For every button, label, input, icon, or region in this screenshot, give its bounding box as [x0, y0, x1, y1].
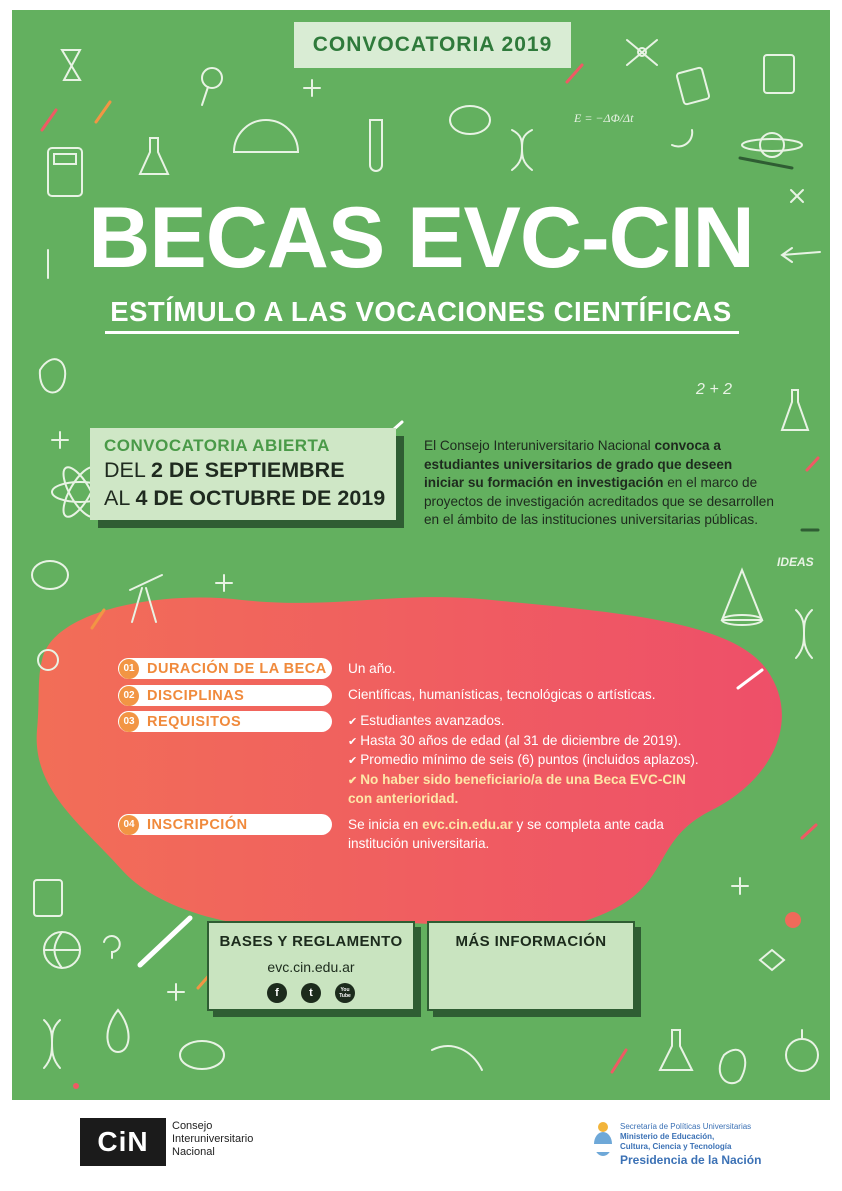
section-duracion-value: Un año. — [348, 661, 396, 676]
intro-paragraph — [424, 437, 774, 530]
main-title: BECAS EVC-CIN — [88, 190, 754, 286]
section-inscripcion-value — [348, 816, 693, 853]
section-label: DISCIPLINAS — [147, 687, 245, 704]
poster — [12, 10, 830, 1100]
check-icon: ✔ — [348, 716, 358, 728]
dates-line1-prefix: DEL — [104, 458, 151, 482]
cin-logo: CiN — [80, 1118, 166, 1166]
subtitle: ESTÍMULO A LAS VOCACIONES CIENTÍFICAS — [110, 296, 732, 327]
requisito-text: No haber sido beneficiario/a de una Beca EVC-CIN con anterioridad. — [348, 771, 686, 807]
requisito-text: Hasta 30 años de edad (al 31 de diciembre de 2019). — [360, 732, 682, 748]
dates-line2-prefix: AL — [104, 486, 136, 510]
science-doodles — [12, 10, 830, 1100]
ideas-doodle: IDEAS — [777, 555, 814, 569]
math-doodle: 2 + 2 — [696, 381, 733, 398]
facebook-icon[interactable]: f — [267, 983, 287, 1003]
convocatoria-tag: CONVOCATORIA 2019 — [294, 22, 571, 68]
section-label: REQUISITOS — [147, 713, 242, 730]
formula-doodle: E = −ΔΦ/Δt — [574, 111, 634, 125]
requisito-item — [348, 732, 708, 752]
section-requisitos-label — [118, 711, 332, 732]
bases-title: BASES Y REGLAMENTO — [219, 933, 403, 950]
nation-line: Presidencia de la Nación — [620, 1153, 762, 1167]
section-number: 03 — [119, 712, 139, 732]
info-title: MÁS INFORMACIÓN — [455, 933, 607, 950]
cin-name-line: Interuniversitario — [172, 1133, 254, 1145]
requisito-item-highlight — [348, 771, 693, 809]
dates-line-2 — [104, 484, 396, 512]
nation-line: Secretaría de Políticas Universitarias — [620, 1122, 752, 1131]
bases-url[interactable]: evc.cin.edu.ar — [267, 959, 355, 975]
section-disciplinas-label — [118, 685, 332, 706]
section-label: INSCRIPCIÓN — [147, 816, 248, 833]
national-shield-icon — [592, 1120, 614, 1160]
section-disciplinas-value: Científicas, humanísticas, tecnológicas o artísticas. — [348, 687, 656, 702]
section-number: 01 — [119, 659, 139, 679]
dates-line2-bold: 4 DE OCTUBRE DE 2019 — [135, 486, 386, 510]
requisito-text: Estudiantes avanzados. — [360, 713, 505, 728]
intro-part-1: El Consejo Interuniversitario Nacional — [424, 438, 655, 453]
section-duracion-label — [118, 658, 332, 679]
cin-name-line: Consejo — [172, 1120, 213, 1132]
social-icons — [209, 983, 413, 1003]
inscripcion-post: y se completa ante cada institución universitaria. — [348, 817, 664, 851]
bases-card — [207, 921, 415, 1011]
check-icon: ✔ — [348, 774, 358, 787]
section-requisitos-list — [348, 712, 708, 809]
youtube-icon[interactable]: You Tube — [335, 983, 355, 1003]
nation-line: Ministerio de Educación, — [620, 1132, 715, 1141]
twitter-icon[interactable]: t — [301, 983, 321, 1003]
section-number: 02 — [119, 686, 139, 706]
dates-line-1 — [104, 456, 396, 484]
intro-part-3: en el marco de proyectos de investigación acreditados que se desarrollen en el ámbito de las instituciones universitarias públicas. — [424, 475, 774, 528]
section-number: 04 — [119, 815, 139, 835]
requisito-text: Promedio mínimo de seis (6) puntos (incluidos aplazos). — [360, 752, 699, 768]
inscripcion-link[interactable]: evc.cin.edu.ar — [422, 817, 513, 832]
check-icon: ✔ — [348, 755, 358, 768]
nation-text — [620, 1122, 761, 1168]
section-inscripcion-label — [118, 814, 332, 835]
intro-part-2: convoca a estudiantes universitarios de grado que deseen iniciar su formación en investigación — [424, 438, 733, 491]
requisito-item — [348, 751, 708, 771]
subtitle-underline — [105, 331, 739, 334]
dates-box — [90, 428, 396, 520]
check-icon: ✔ — [348, 735, 358, 748]
cin-name-line: Nacional — [172, 1146, 215, 1158]
cin-name — [172, 1120, 253, 1159]
section-label: DURACIÓN DE LA BECA — [147, 660, 327, 677]
nation-line: Cultura, Ciencia y Tecnología — [620, 1142, 732, 1151]
info-card — [427, 921, 635, 1011]
requisito-item — [348, 712, 708, 732]
inscripcion-pre: Se inicia en — [348, 817, 423, 832]
dates-heading: CONVOCATORIA ABIERTA — [104, 436, 330, 455]
dates-line1-bold: 2 DE SEPTIEMBRE — [151, 458, 345, 482]
